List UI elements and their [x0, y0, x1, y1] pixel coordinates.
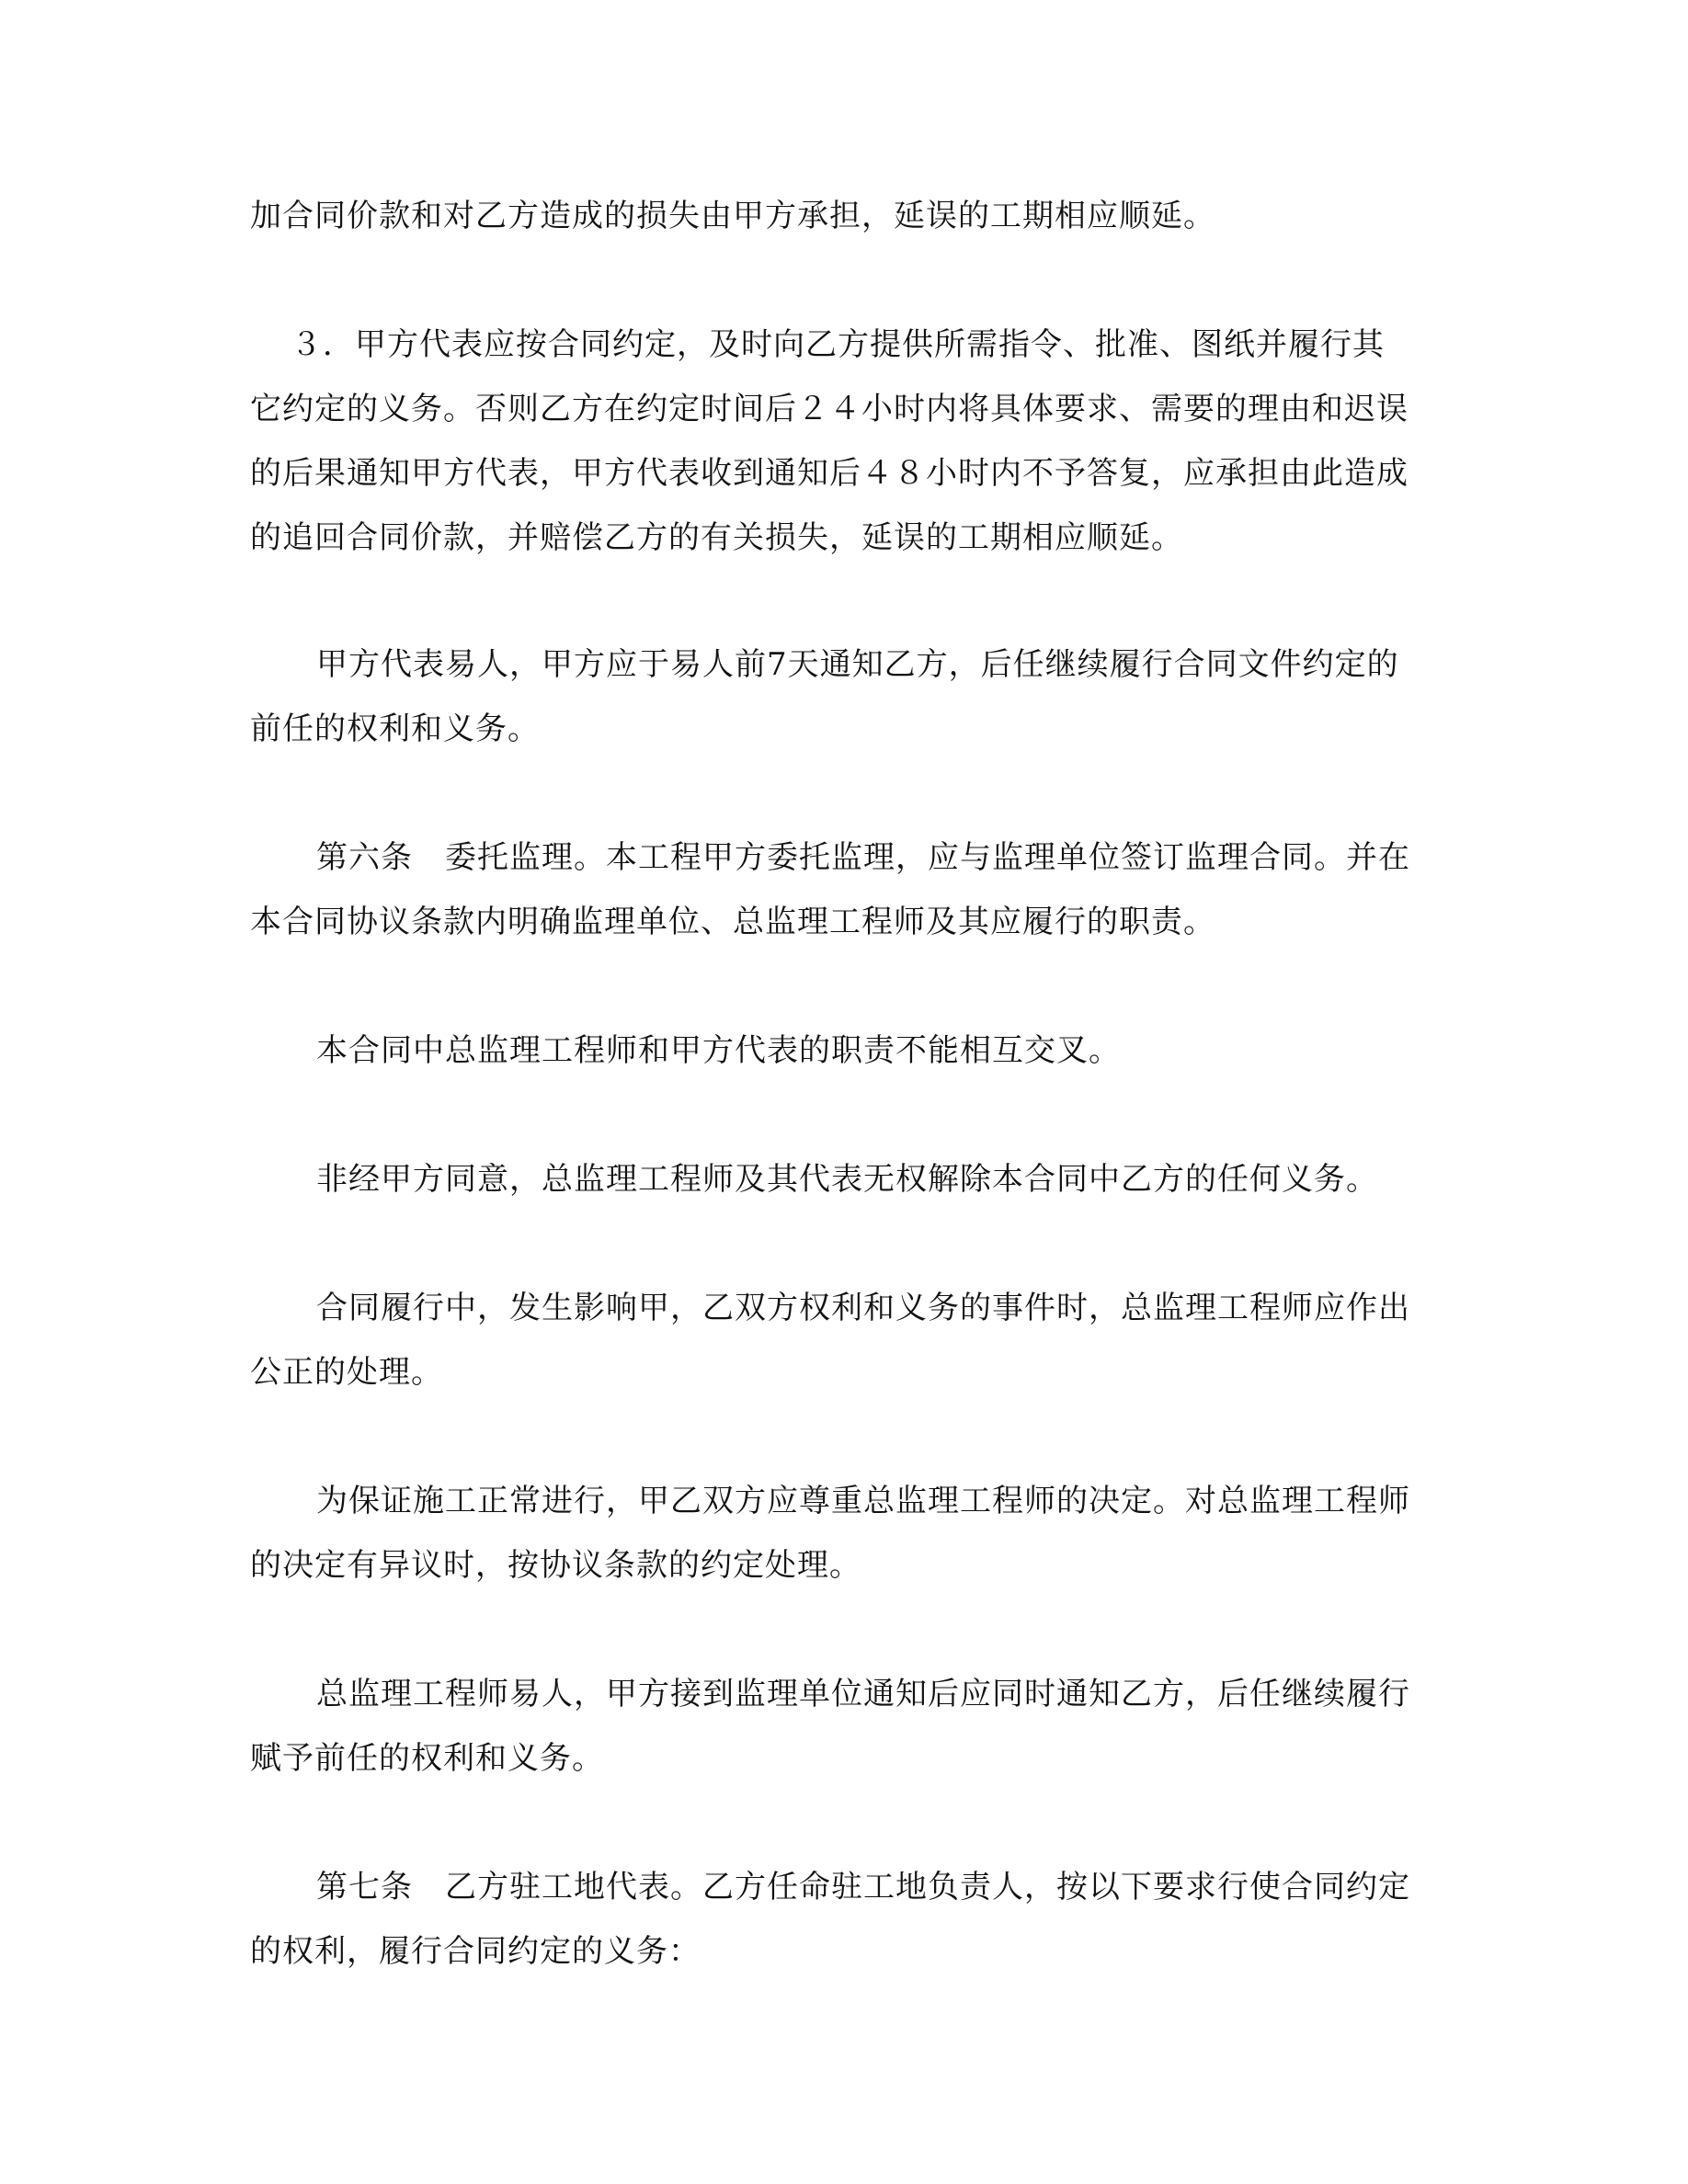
paragraph-line: 它约定的义务。否则乙方在约定时间后２４小时内将具体要求、需要的理由和迟误 [250, 391, 1409, 427]
paragraph-line: 公正的处理。 [250, 1354, 443, 1391]
paragraph-1 [250, 184, 1445, 248]
paragraph-line: 第六条 委托监理。本工程甲方委托监理，应与监理单位签订监理合同。并在 [316, 839, 1410, 876]
paragraph-line: 加合同价款和对乙方造成的损失由甲方承担，延误的工期相应顺延。 [250, 198, 1215, 234]
paragraph-3 [250, 632, 1445, 761]
paragraph-line: ３．甲方代表应按合同约定，及时向乙方提供所需指令、批准、图纸并履行其 [291, 326, 1385, 363]
paragraph-line: 非经甲方同意，总监理工程师及其代表无权解除本合同中乙方的任何义务。 [316, 1161, 1378, 1198]
paragraph-line: 本合同中总监理工程师和甲方代表的职责不能相互交叉。 [316, 1032, 1121, 1069]
paragraph-line: 的权利，履行合同约定的义务： [250, 1933, 701, 1970]
paragraph-line: 总监理工程师易人，甲方接到监理单位通知后应同时通知乙方，后任继续履行 [316, 1676, 1410, 1712]
paragraph-6 [250, 1147, 1445, 1211]
paragraph-line: 的决定有异议时，按协议条款的约定处理。 [250, 1547, 861, 1584]
paragraph-line: 甲方代表易人，甲方应于易人前7天通知乙方，后任继续履行合同文件约定的 [316, 646, 1399, 683]
paragraph-line: 赋予前任的权利和义务。 [250, 1740, 604, 1777]
paragraph-5 [250, 1018, 1445, 1083]
paragraph-line: 本合同协议条款内明确监理单位、总监理工程师及其应履行的职责。 [250, 904, 1215, 940]
paragraph-line: 第七条 乙方驻工地代表。乙方任命驻工地负责人，按以下要求行使合同约定 [316, 1869, 1410, 1905]
paragraph-4 [250, 825, 1445, 954]
paragraph-8 [250, 1469, 1445, 1598]
paragraph-9 [250, 1662, 1445, 1791]
paragraph-line: 的后果通知甲方代表，甲方代表收到通知后４８小时内不予答复，应承担由此造成 [250, 455, 1409, 492]
paragraph-7 [250, 1276, 1445, 1405]
paragraph-2 [250, 313, 1445, 570]
paragraph-line: 前任的权利和义务。 [250, 711, 540, 747]
paragraph-10 [250, 1855, 1445, 1984]
paragraph-line: 的追回合同价款，并赔偿乙方的有关损失，延误的工期相应顺延。 [250, 519, 1183, 556]
paragraph-line: 合同履行中，发生影响甲，乙双方权利和义务的事件时，总监理工程师应作出 [316, 1290, 1410, 1326]
paragraph-line: 为保证施工正常进行，甲乙双方应尊重总监理工程师的决定。对总监理工程师 [316, 1483, 1410, 1519]
